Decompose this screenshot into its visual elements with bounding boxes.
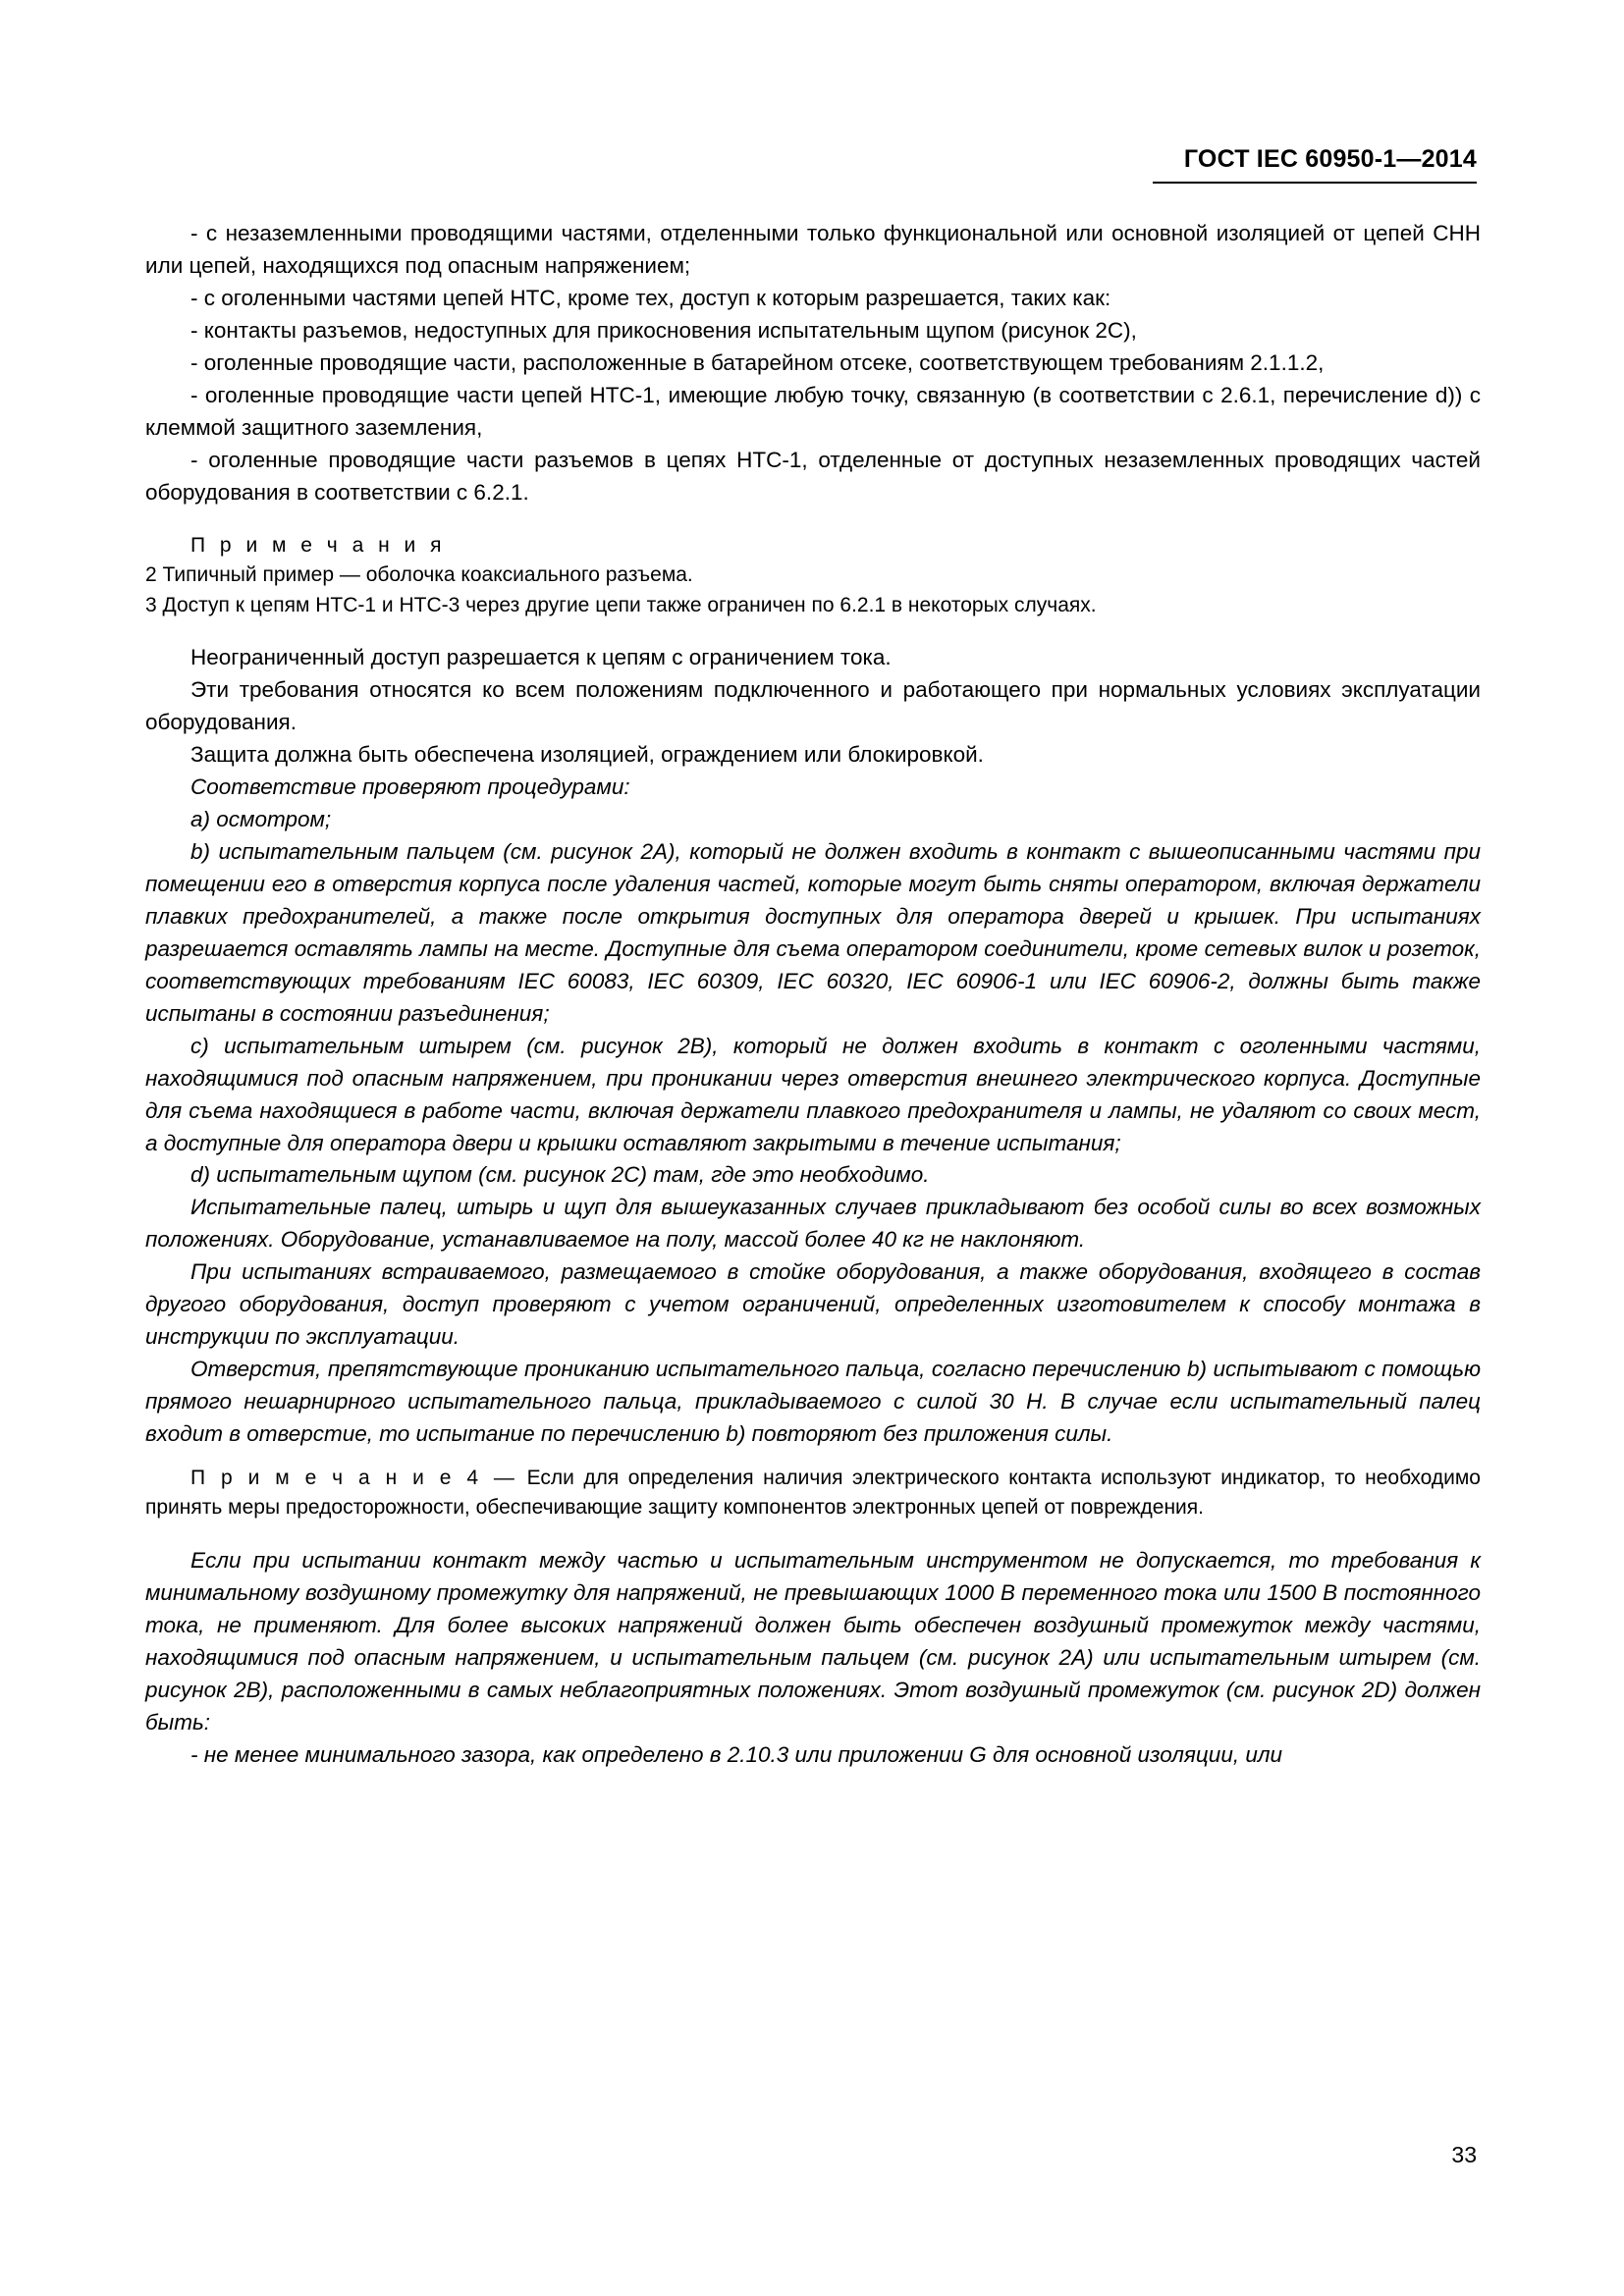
body-paragraph: При испытаниях встраиваемого, размещаемого в стойке оборудования, а также оборудования, входящего в состав другого оборудования, доступ проверяют с учетом ограничений, определенных изготовителем к способу монтажа в инструкции по эксплуатации.: [145, 1259, 1481, 1350]
note-item: 3 Доступ к цепям НТС-1 и НТС-3 через другие цепи также ограничен по 6.2.1 в некоторых случаях.: [145, 593, 1097, 616]
bullet-paragraph: - контакты разъемов, недоступных для прикосновения испытательным щупом (рисунок 2С),: [190, 317, 1137, 343]
body-paragraph: Если при испытании контакт между частью и испытательным инструментом не допускается, то требования к минимальному воздушному промежутку для напряжений, не превышающих 1000 В переменного тока или 1500 В постоянного тока, не применяют. Для более высоких напряжений должен быть обеспечен воздушный промежуток между частями, находящимися под опасным напряжением, и испытательным пальцем (см. рисунок 2А) или испытательным штырем (см. рисунок 2В), расположенными в самых неблагоприятных положениях. Этот воздушный промежуток (см. рисунок 2D) должен быть:: [145, 1547, 1481, 1735]
spacer: [145, 1451, 1481, 1464]
spacer: [145, 1523, 1481, 1545]
body-paragraph: Испытательные палец, штырь и щуп для вышеуказанных случаев прикладывают без особой силы во всех возможных положениях. Оборудование, устанавливаемое на полу, массой более 40 кг не наклоняют.: [145, 1195, 1481, 1253]
body-paragraph: Эти требования относятся ко всем положениям подключенного и работающего при нормальных условиях эксплуатации оборудования.: [145, 677, 1481, 735]
compliance-item-b: b) испытательным пальцем (см. рисунок 2А), который не должен входить в контакт с вышеописанными частями при помещении его в отверстия корпуса после удаления частей, которые могут быть сняты оператором, включая держатели плавких предохранителей, а также после открытия доступных для оператора дверей и крышек. При испытаниях разрешается оставлять лампы на месте. Доступные для съема оператором соединители, кроме сетевых вилок и розеток, соответствующих требованиям IEC 60083, IEC 60309, IEC 60320, IEC 60906-1 или IEC 60906-2, должны быть также испытаны в состоянии разъединения;: [145, 838, 1481, 1026]
compliance-item-a: a) осмотром;: [190, 806, 332, 831]
note-4-text: Если для определения наличия электрического контакта используют индикатор, то необходимо принять меры предосторожности, обеспечивающие защиту компонентов электронных цепей от повреждения.: [145, 1467, 1481, 1520]
spacer: [145, 509, 1481, 531]
compliance-item-d: d) испытательным щупом (см. рисунок 2С) там, где это необходимо.: [190, 1162, 930, 1188]
note-4-label: П р и м е ч а н и е 4 —: [190, 1467, 518, 1490]
bullet-paragraph: - не менее минимального зазора, как определено в 2.10.3 или приложении G для основной изоляции, или: [190, 1741, 1283, 1767]
page-content: [145, 218, 1481, 1772]
bullet-paragraph: - с незаземленными проводящими частями, отделенными только функциональной или основной изоляцией от цепей СНН или цепей, находящихся под опасным напряжением;: [145, 221, 1481, 278]
notes-heading: П р и м е ч а н и я: [190, 533, 446, 557]
bullet-paragraph: - оголенные проводящие части цепей НТС-1, имеющие любую точку, связанную (в соответствии с 2.6.1, перечисление d)) с клеммой защитного заземления,: [145, 382, 1481, 440]
note-4: [145, 1464, 1481, 1523]
page-number: 33: [1451, 2142, 1477, 2167]
note-item: 2 Типичный пример — оболочка коаксиального разъема.: [145, 563, 693, 587]
bullet-paragraph: - с оголенными частями цепей НТС, кроме тех, доступ к которым разрешается, таких как:: [190, 285, 1111, 310]
header-divider: [1153, 182, 1477, 184]
compliance-item-c: c) испытательным штырем (см. рисунок 2В), который не должен входить в контакт с оголенными частями, находящимися под опасным напряжением, при проникании через отверстия внешнего электрического корпуса. Доступные для съема находящиеся в работе части, включая держатели плавкого предохранителя и лампы, не удаляют со своих мест, а доступные для оператора двери и крышки оставляют закрытыми в течение испытания;: [145, 1033, 1481, 1155]
spacer: [145, 620, 1481, 642]
body-paragraph: Отверстия, препятствующие прониканию испытательного пальца, согласно перечислению b) испытывают с помощью прямого нешарнирного испытательного пальца, прикладываемого с силой 30 Н. В случае если испытательный палец входит в отверстие, то испытание по перечислению b) повторяют без приложения силы.: [145, 1357, 1481, 1447]
body-paragraph: Неограниченный доступ разрешается к цепям с ограничением тока.: [190, 645, 892, 670]
bullet-paragraph: - оголенные проводящие части разъемов в цепях НТС-1, отделенные от доступных незаземленных проводящих частей оборудования в соответствии с 6.2.1.: [145, 447, 1481, 505]
compliance-intro: Соответствие проверяют процедурами:: [190, 774, 630, 800]
bullet-paragraph: - оголенные проводящие части, расположенные в батарейном отсеке, соответствующем требованиям 2.1.1.2,: [190, 349, 1325, 375]
body-paragraph: Защита должна быть обеспечена изоляцией, ограждением или блокировкой.: [190, 742, 984, 768]
page-header-standard-number: ГОСТ IEC 60950-1—2014: [1183, 145, 1477, 173]
